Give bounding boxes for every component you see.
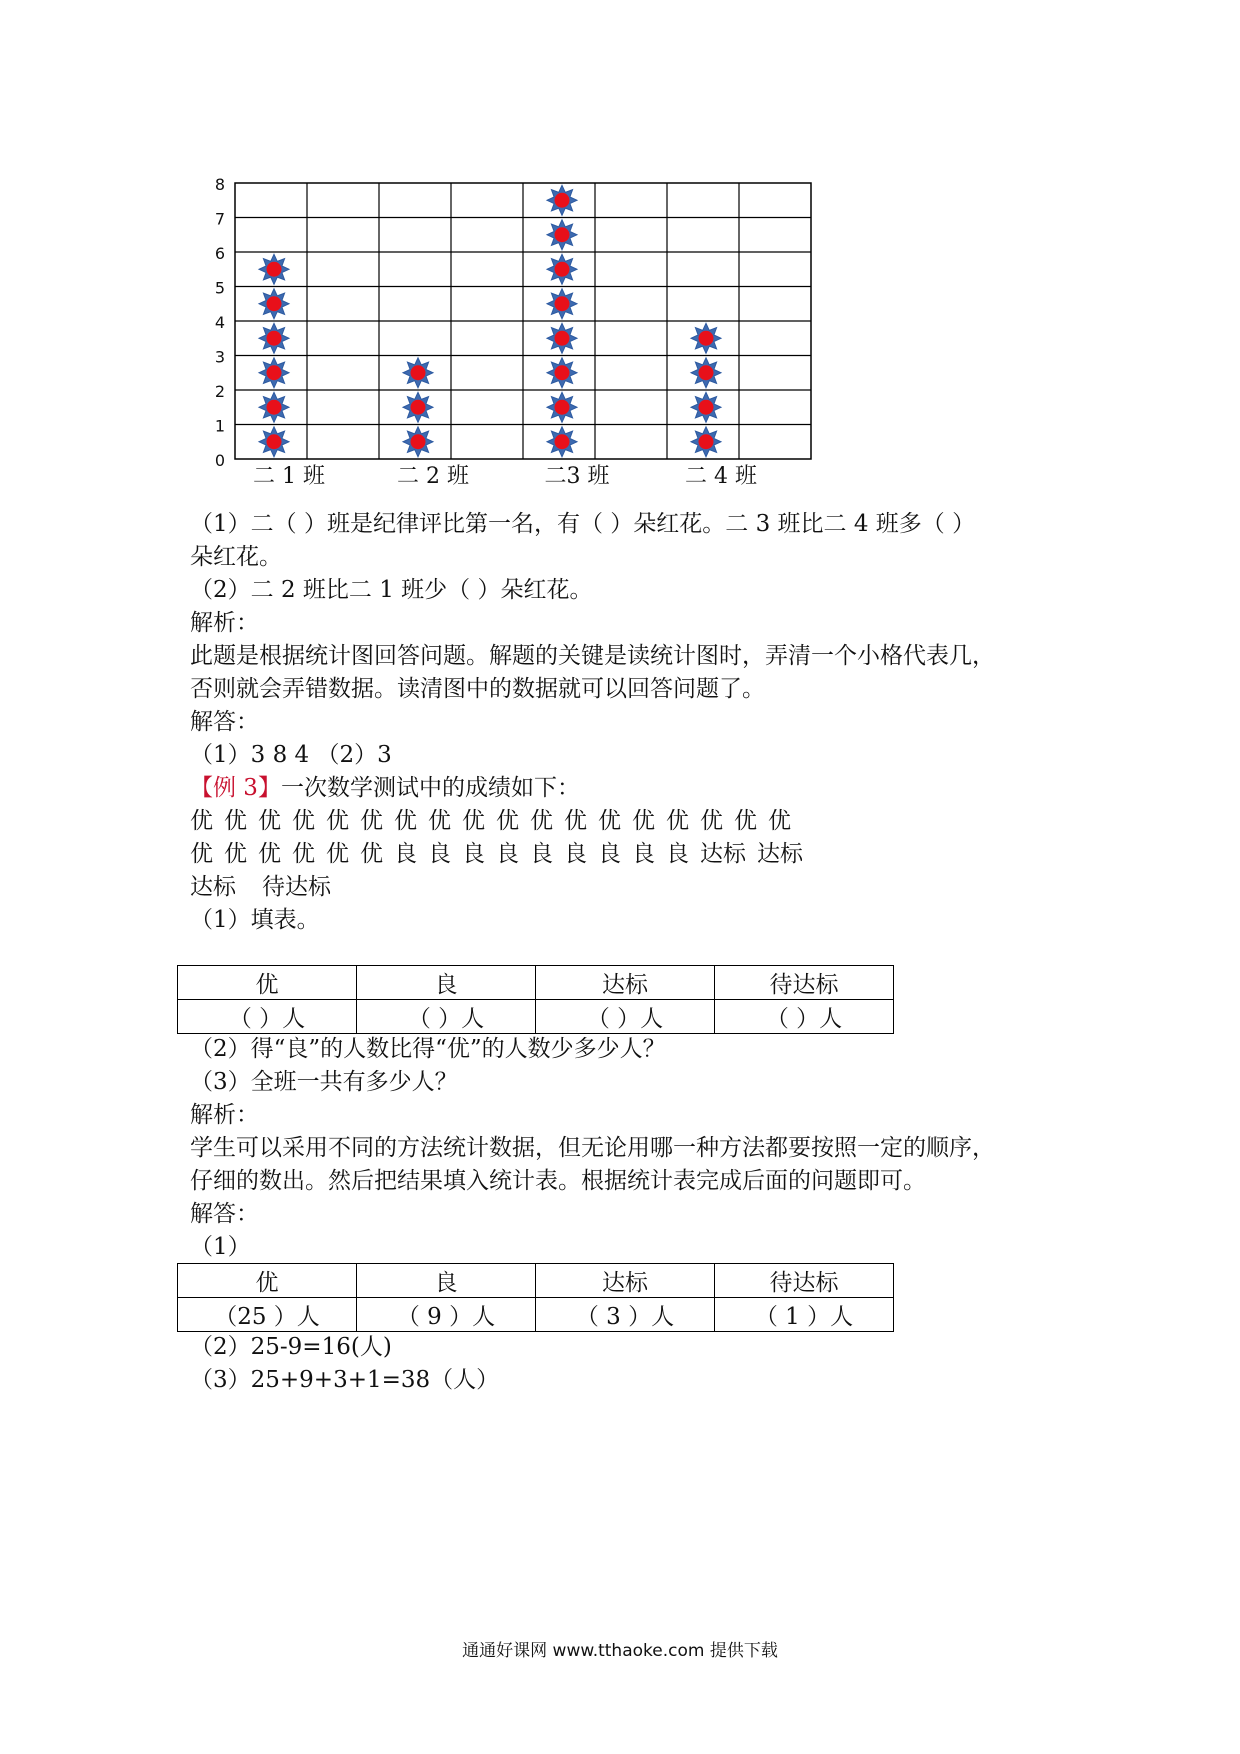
grade-item: 优 <box>292 808 315 834</box>
red-flower-icon <box>267 262 282 277</box>
red-flower-icon <box>555 331 570 346</box>
red-flower-icon <box>267 296 282 311</box>
grade-item: 良 <box>598 841 621 867</box>
category-label: 二 1 班 <box>253 464 325 489</box>
grade-item: 达标 <box>190 874 236 900</box>
y-tick-label: 4 <box>214 313 225 332</box>
analysis-2-line1: 学生可以采用不同的方法统计数据，但无论用哪一种方法都要按照一定的顺序， <box>190 1135 995 1161</box>
grade-item: 良 <box>632 841 655 867</box>
red-flower-icon <box>555 227 570 242</box>
category-label: 二 2 班 <box>397 464 469 489</box>
question-2: （2）二 2 班比二 1 班少（ ）朵红花。 <box>190 577 593 603</box>
blank-cell-dabiao: （ ）人 <box>536 1000 715 1034</box>
grade-item: 优 <box>632 808 655 834</box>
grade-item: 优 <box>530 808 553 834</box>
analysis-2-label: 解析： <box>190 1102 259 1128</box>
grade-table-answer <box>177 1263 894 1332</box>
grade-item: 优 <box>224 841 247 867</box>
analysis-2-line2: 仔细的数出。然后把结果填入统计表。根据统计表完成后面的问题即可。 <box>190 1168 926 1194</box>
y-tick-label: 7 <box>214 209 225 229</box>
question-3-3: （3）全班一共有多少人？ <box>190 1069 458 1095</box>
header-you: 优 <box>178 966 357 1000</box>
red-flower-icon <box>555 193 570 208</box>
y-tick-label: 2 <box>214 382 225 401</box>
answer-2-line2: （2）25-9=16(人) <box>190 1334 392 1360</box>
grade-item: 优 <box>326 808 349 834</box>
grade-item: 优 <box>428 808 451 834</box>
answer-label: 解答： <box>190 709 259 735</box>
footer: 通通好课网 www.tthaoke.com 提供下载 <box>462 1641 778 1661</box>
answer-text: （1）3 8 4 （2）3 <box>190 742 392 768</box>
grade-item: 良 <box>564 841 587 867</box>
red-flower-icon <box>699 331 714 346</box>
grade-item: 优 <box>360 808 383 834</box>
analysis-line1: 此题是根据统计图回答问题。解题的关键是读统计图时，弄清一个小格代表几， <box>190 643 995 669</box>
answer-header-liang: 良 <box>357 1264 536 1298</box>
grade-item: 优 <box>734 808 757 834</box>
grade-item: 优 <box>360 841 383 867</box>
red-flower-icon <box>555 400 570 415</box>
red-flower-icon <box>267 434 282 449</box>
grades-row-3 <box>190 871 342 903</box>
header-daidabiao: 待达标 <box>715 966 894 1000</box>
category-label: 二 4 班 <box>685 464 757 489</box>
grade-item: 优 <box>564 808 587 834</box>
grade-item: 良 <box>496 841 519 867</box>
grade-item: 优 <box>258 808 281 834</box>
grade-item: 优 <box>224 808 247 834</box>
grade-item: 优 <box>190 808 213 834</box>
grade-table-blank <box>177 965 894 1034</box>
blank-cell-daidabiao: （ ）人 <box>715 1000 894 1034</box>
answer-2-label: 解答： <box>190 1201 259 1227</box>
answer-2-part1: （1） <box>190 1234 251 1260</box>
red-flower-icon <box>411 365 426 380</box>
red-flower-icon <box>699 434 714 449</box>
grade-item: 良 <box>428 841 451 867</box>
grade-item: 优 <box>258 841 281 867</box>
grade-item: 优 <box>292 841 315 867</box>
answer-header-daidabiao: 待达标 <box>715 1264 894 1298</box>
red-flower-icon <box>555 296 570 311</box>
grade-item: 优 <box>768 808 791 834</box>
analysis-label: 解析： <box>190 610 259 636</box>
grades-row-2 <box>190 838 814 870</box>
blank-cell-you: （ ）人 <box>178 1000 357 1034</box>
grade-item: 优 <box>326 841 349 867</box>
grade-item: 良 <box>394 841 417 867</box>
question-1-line2: 朵红花。 <box>190 544 282 570</box>
y-tick-label: 0 <box>214 451 225 470</box>
grade-item: 优 <box>496 808 519 834</box>
blank-cell-liang: （ ）人 <box>357 1000 536 1034</box>
example-3-heading <box>190 772 580 804</box>
grade-item: 良 <box>666 841 689 867</box>
red-flower-icon <box>267 331 282 346</box>
red-flower-chart <box>205 175 825 495</box>
red-flower-icon <box>411 400 426 415</box>
grade-item: 优 <box>190 841 213 867</box>
grade-item: 优 <box>462 808 485 834</box>
y-tick-label: 5 <box>214 278 225 298</box>
header-dabiao: 达标 <box>536 966 715 1000</box>
red-flower-icon <box>555 365 570 380</box>
question-1-line1: （1）二（ ）班是纪律评比第一名，有（ ）朵红花。二 3 班比二 4 班多（ ） <box>190 511 976 537</box>
grade-item: 优 <box>598 808 621 834</box>
grade-item: 良 <box>462 841 485 867</box>
red-flower-icon <box>411 434 426 449</box>
red-flower-icon <box>267 365 282 380</box>
red-flower-icon <box>555 262 570 277</box>
answer-cell-liang: （ 9 ）人 <box>357 1298 536 1332</box>
category-label: 二3 班 <box>544 464 610 489</box>
question-3-2: （2）得“良”的人数比得“优”的人数少多少人？ <box>190 1036 666 1062</box>
example-3-text: 一次数学测试中的成绩如下： <box>280 775 580 801</box>
answer-header-dabiao: 达标 <box>536 1264 715 1298</box>
example-3-tag: 【例 3】 <box>190 775 281 801</box>
grade-item: 优 <box>700 808 723 834</box>
y-tick-label: 1 <box>214 416 225 436</box>
grade-item: 优 <box>394 808 417 834</box>
answer-cell-daidabiao: （ 1 ）人 <box>715 1298 894 1332</box>
header-liang: 良 <box>357 966 536 1000</box>
grade-item: 待达标 <box>262 874 331 900</box>
red-flower-icon <box>699 365 714 380</box>
fill-instruction: （1）填表。 <box>190 907 320 933</box>
answer-2-line3: （3）25+9+3+1=38（人） <box>190 1367 500 1393</box>
answer-cell-you: （25 ）人 <box>178 1298 357 1332</box>
red-flower-icon <box>699 400 714 415</box>
answer-header-you: 优 <box>178 1264 357 1298</box>
grade-item: 达标 <box>700 841 746 867</box>
answer-cell-dabiao: （ 3 ）人 <box>536 1298 715 1332</box>
red-flower-icon <box>555 434 570 449</box>
grade-item: 优 <box>666 808 689 834</box>
grade-item: 达标 <box>757 841 803 867</box>
y-tick-label: 3 <box>214 347 225 367</box>
grades-row-1 <box>190 805 802 837</box>
grade-item: 良 <box>530 841 553 867</box>
y-tick-label: 8 <box>214 175 225 194</box>
y-tick-label: 6 <box>214 244 225 263</box>
red-flower-icon <box>267 400 282 415</box>
analysis-line2: 否则就会弄错数据。读清图中的数据就可以回答问题了。 <box>190 676 765 702</box>
